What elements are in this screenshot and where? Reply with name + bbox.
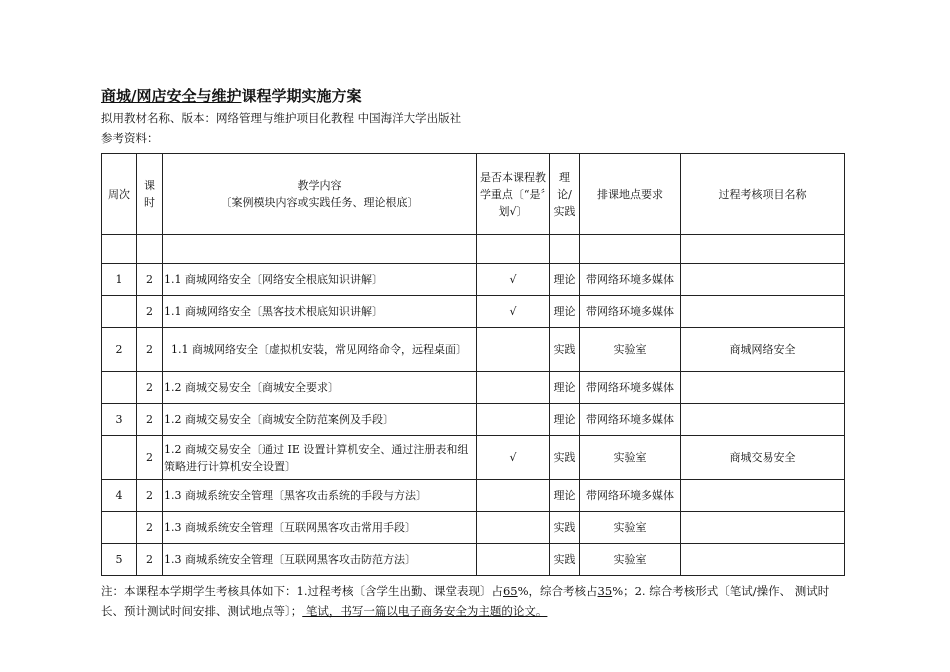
cell-location: 实验室 xyxy=(580,328,681,372)
cell-key: √ xyxy=(477,264,550,296)
table-row xyxy=(102,436,845,480)
references-line: 参考资料： xyxy=(101,131,159,145)
cell-type: 实践 xyxy=(550,436,580,480)
cell-location: 带网络环境多媒体 xyxy=(580,264,681,296)
cell-location: 实验室 xyxy=(580,512,681,544)
cell-type: 理论 xyxy=(550,480,580,512)
cell-location: 实验室 xyxy=(580,544,681,576)
cell-week: 3 xyxy=(102,404,137,436)
header-hours: 课时 xyxy=(137,154,163,235)
assessment-note xyxy=(101,581,846,621)
header-content-title: 教学内容 xyxy=(297,179,342,192)
cell-hours: 2 xyxy=(137,404,163,436)
cell-key: √ xyxy=(477,296,550,328)
cell-type: 理论 xyxy=(550,404,580,436)
cell-assessment xyxy=(681,372,845,404)
table-row xyxy=(102,404,845,436)
cell-week: 4 xyxy=(102,480,137,512)
cell-content: 1.2 商城交易安全〔商城安全防范案例及手段〕 xyxy=(163,404,477,436)
cell-type: 理论 xyxy=(550,264,580,296)
cell-location: 带网络环境多媒体 xyxy=(580,404,681,436)
cell-key xyxy=(477,372,550,404)
cell-hours: 2 xyxy=(137,480,163,512)
cell-week xyxy=(102,436,137,480)
cell-week xyxy=(102,372,137,404)
cell-key xyxy=(477,512,550,544)
cell-week xyxy=(102,296,137,328)
cell-type: 理论 xyxy=(550,372,580,404)
cell-location: 带网络环境多媒体 xyxy=(580,296,681,328)
cell-key xyxy=(477,404,550,436)
cell-location: 带网络环境多媒体 xyxy=(580,480,681,512)
cell-week: 1 xyxy=(102,264,137,296)
document-page xyxy=(101,86,846,621)
cell-key xyxy=(477,544,550,576)
note-process-percent: 65 xyxy=(502,584,518,598)
table-row xyxy=(102,372,845,404)
cell-content: 1.3 商城系统安全管理〔黑客攻击系统的手段与方法〕 xyxy=(163,480,477,512)
cell-content: 1.1 商城网络安全〔虚拟机安装，常见网络命令，远程桌面〕 xyxy=(163,328,477,372)
cell-location: 实验室 xyxy=(580,436,681,480)
cell-week: 5 xyxy=(102,544,137,576)
header-assessment: 过程考核项目名称 xyxy=(681,154,845,235)
cell-content: 1.3 商城系统安全管理〔互联网黑客攻击防范方法〕 xyxy=(163,544,477,576)
cell-content: 1.1 商城网络安全〔网络安全根底知识讲解〕 xyxy=(163,264,477,296)
textbook-line: 拟用教材名称、版本：网络管理与维护项目化教程 中国海洋大学出版社 xyxy=(101,111,462,125)
table-row xyxy=(102,264,845,296)
cell-hours: 2 xyxy=(137,544,163,576)
table-row xyxy=(102,512,845,544)
cell-assessment xyxy=(681,296,845,328)
table-header-row xyxy=(102,154,845,235)
cell-type: 实践 xyxy=(550,328,580,372)
header-content-subtitle: 〔案例模块内容或实践任务、理论根底〕 xyxy=(220,196,419,209)
header-location: 排课地点要求 xyxy=(580,154,681,235)
cell-type: 实践 xyxy=(550,512,580,544)
cell-assessment xyxy=(681,480,845,512)
header-key-point: 是否本课程教学重点〔“是〞划√〕 xyxy=(477,154,550,235)
cell-assessment: 商城交易安全 xyxy=(681,436,845,480)
empty-row xyxy=(102,235,845,264)
cell-key xyxy=(477,328,550,372)
document-title xyxy=(101,86,846,106)
note-mid: %，综合考核占 xyxy=(517,584,598,598)
table-row xyxy=(102,480,845,512)
header-week: 周次 xyxy=(102,154,137,235)
cell-content: 1.2 商城交易安全〔通过 IE 设置计算机安全、通过注册表和组策略进行计算机安全设置〕 xyxy=(163,436,477,480)
cell-assessment xyxy=(681,264,845,296)
cell-assessment xyxy=(681,512,845,544)
cell-content: 1.2 商城交易安全〔商城安全要求〕 xyxy=(163,372,477,404)
cell-week xyxy=(102,512,137,544)
cell-assessment xyxy=(681,544,845,576)
table-row xyxy=(102,296,845,328)
table-row xyxy=(102,328,845,372)
cell-assessment: 商城网络安全 xyxy=(681,328,845,372)
cell-hours: 2 xyxy=(137,372,163,404)
header-type: 理论/实践 xyxy=(550,154,580,235)
cell-content: 1.1 商城网络安全〔黑客技术根底知识讲解〕 xyxy=(163,296,477,328)
note-final-percent: 35 xyxy=(597,584,613,598)
title-suffix: 课程学期实施方案 xyxy=(241,87,362,105)
note-exam-form: 笔试，书写一篇以电子商务安全为主题的论文。 xyxy=(302,604,548,618)
header-content xyxy=(163,154,477,235)
cell-content: 1.3 商城系统安全管理〔互联网黑客攻击常用手段〕 xyxy=(163,512,477,544)
cell-key: √ xyxy=(477,436,550,480)
cell-key xyxy=(477,480,550,512)
cell-type: 理论 xyxy=(550,296,580,328)
cell-assessment xyxy=(681,404,845,436)
cell-hours: 2 xyxy=(137,512,163,544)
table-row xyxy=(102,544,845,576)
cell-hours: 2 xyxy=(137,264,163,296)
cell-week: 2 xyxy=(102,328,137,372)
note-prefix: 注：本课程本学期学生考核具体如下：1.过程考核〔含学生出勤、课堂表现〕占 xyxy=(101,584,503,598)
cell-location: 带网络环境多媒体 xyxy=(580,372,681,404)
cell-hours: 2 xyxy=(137,296,163,328)
cell-hours: 2 xyxy=(137,328,163,372)
course-name: 商城/网店安全与维护 xyxy=(101,87,242,105)
cell-hours: 2 xyxy=(137,436,163,480)
note-suffix: %；2. 综合考核形式〔笔试/操作、 测试时长、预计测试时间安排、测试地点等〕； xyxy=(101,584,830,618)
implementation-table xyxy=(101,153,845,576)
cell-type: 实践 xyxy=(550,544,580,576)
